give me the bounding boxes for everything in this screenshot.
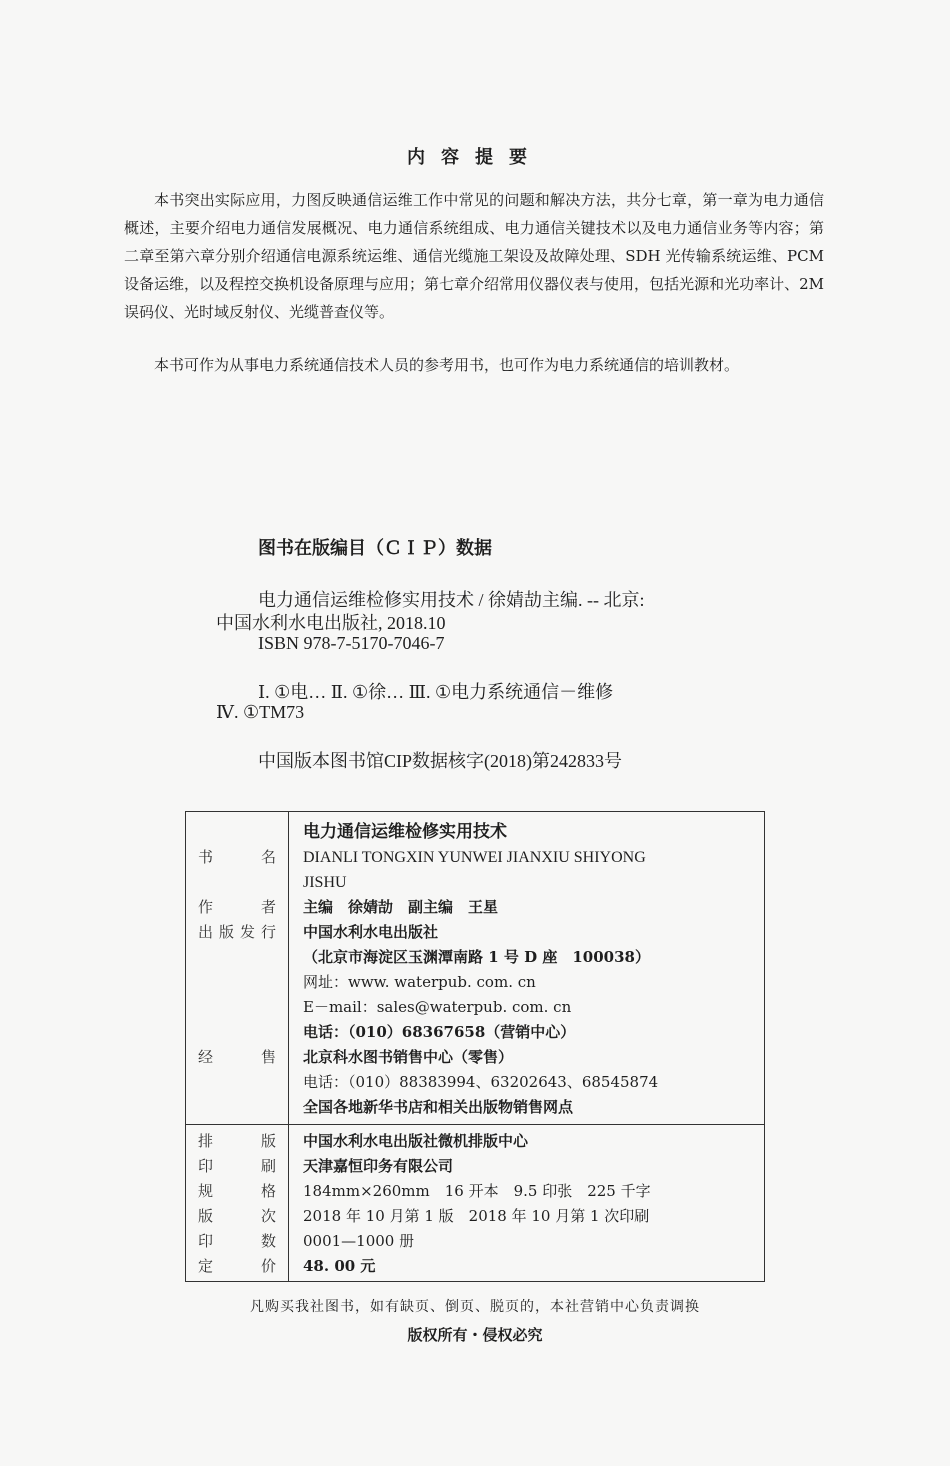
cip-line-2: 中国水利水电出版社, 2018.10 — [216, 613, 446, 633]
label-author: 作 者 — [198, 898, 276, 916]
copyright-notice: 版权所有・侵权必究 — [407, 1326, 543, 1344]
info-labels-top — [186, 812, 289, 1125]
label-price: 定 价 — [198, 1257, 276, 1275]
info-labels-bottom — [186, 1125, 289, 1282]
publisher-name: 中国水利水电出版社 — [303, 923, 439, 941]
label-edition: 版 次 — [198, 1207, 276, 1225]
seller-network: 全国各地新华书店和相关出版物销售网点 — [303, 1098, 574, 1116]
typeset-value: 中国水利水电出版社微机排版中心 — [303, 1132, 529, 1150]
cip-line-5: Ⅳ. ①TM73 — [216, 702, 305, 722]
label-typeset: 排 版 — [198, 1132, 276, 1150]
return-policy-notice: 凡购买我社图书，如有缺页、倒页、脱页的，本社营销中心负责调换 — [250, 1299, 700, 1315]
book-title-pinyin-2: JISHU — [303, 874, 347, 891]
publisher-website: 网址：www. waterpub. com. cn — [303, 973, 536, 991]
label-book-name: 书 名 — [198, 848, 276, 866]
label-print: 印 刷 — [198, 1157, 276, 1175]
spec-value: 184mm×260mm 16 开本 9.5 印张 225 千字 — [303, 1182, 651, 1200]
book-info-table — [185, 811, 765, 1282]
cip-isbn: ISBN 978-7-5170-7046-7 — [258, 633, 445, 653]
summary-paragraph-2: 本书可作为从事电力系统通信技术人员的参考用书，也可作为电力系统通信的培训教材。 — [154, 356, 740, 374]
cip-line-4: Ⅰ. ①电… Ⅱ. ①徐… Ⅲ. ①电力系统通信－维修 — [258, 682, 614, 702]
label-spec: 规 格 — [198, 1182, 276, 1200]
price-value: 48. 00 元 — [303, 1257, 376, 1275]
seller-phone: 电话：（010）88383994、63202643、68545874 — [303, 1073, 659, 1091]
seller-name: 北京科水图书销售中心（零售） — [303, 1048, 514, 1066]
label-copies: 印 数 — [198, 1232, 276, 1250]
publisher-email: E－mail：sales@waterpub. com. cn — [303, 998, 572, 1016]
cip-line-1: 电力通信运维检修实用技术 / 徐婧劼主编. -- 北京: — [258, 590, 645, 610]
publisher-phone: 电话：（010）68367658（营销中心） — [303, 1023, 576, 1041]
edition-value: 2018 年 10 月第 1 版 2018 年 10 月第 1 次印刷 — [303, 1207, 650, 1225]
label-publisher: 出 版 发 行 — [198, 923, 276, 941]
summary-paragraph-1: 本书突出实际应用，力图反映通信运维工作中常见的问题和解决方法，共分七章，第一章为电力通信概述，主要介绍电力通信发展概况、电力通信系统组成、电力通信关键技术以及电力通信业务等内容；第二章至第六章分别介绍通信电源系统运维、通信光缆施工架设及故障处理、SDH 光传输系统运维、PCM 设备运维，以及程控交换机设备原理与应用；第七章介绍常用仪器仪表与使用，包括光源和光功率计、2M 误码仪、光时域反射仪、光缆普查仪等。 — [124, 191, 824, 321]
publisher-address: （北京市海淀区玉渊潭南路 1 号 D 座 100038） — [303, 948, 650, 966]
label-seller: 经 售 — [198, 1048, 276, 1066]
cip-record-number: 中国版本图书馆CIP数据核字(2018)第242833号 — [258, 751, 622, 771]
print-value: 天津嘉恒印务有限公司 — [303, 1157, 454, 1175]
book-title-pinyin-1: DIANLI TONGXIN YUNWEI JIANXIU SHIYONG — [303, 849, 646, 866]
info-values-bottom — [289, 1125, 765, 1282]
copies-value: 0001—1000 册 — [303, 1232, 415, 1250]
author-value: 主编 徐婧劼 副主编 王星 — [303, 898, 499, 916]
summary-title: 内容提要 — [407, 147, 543, 168]
info-values-top — [289, 812, 765, 1125]
cip-title: 图书在版编目（ＣＩＰ）数据 — [258, 538, 492, 559]
book-title-cn: 电力通信运维检修实用技术 — [303, 822, 507, 842]
